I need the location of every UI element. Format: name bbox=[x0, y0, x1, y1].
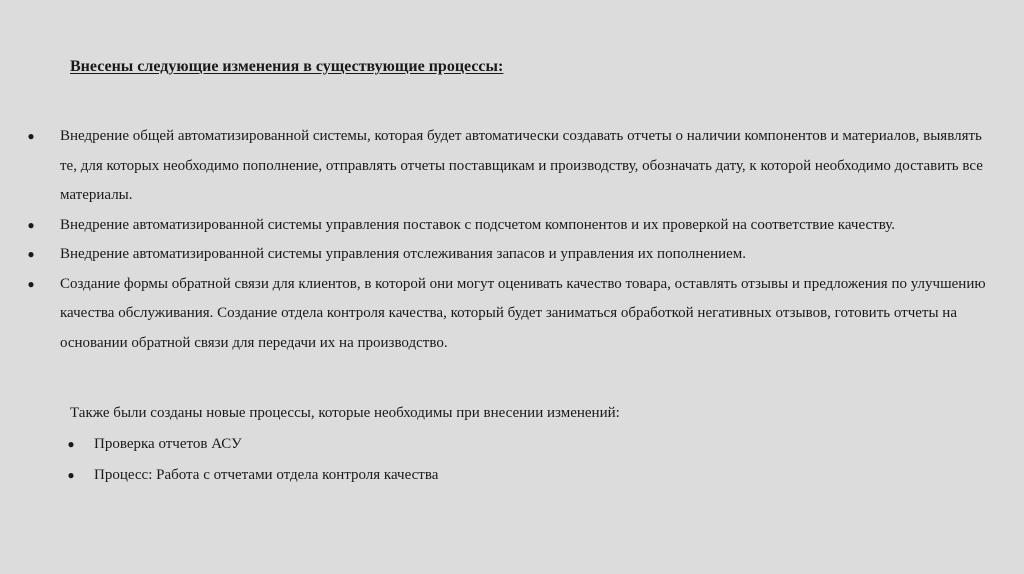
bullet-icon: ● bbox=[27, 129, 35, 143]
list-item-text: Внедрение автоматизированной системы управления отслеживания запасов и управления их пополнением. bbox=[60, 246, 747, 262]
new-processes-intro: Также были созданы новые процессы, которые необходимы при внесении изменений: bbox=[70, 405, 620, 421]
list-item bbox=[26, 270, 986, 359]
bullet-icon: ● bbox=[67, 437, 75, 451]
bullet-icon: ● bbox=[27, 217, 35, 232]
list-item-text: Создание формы обратной связи для клиентов, в которой они могут оценивать качество товара, оставлять отзывы и предложения по улучшению качества обслуживания. Создание отдела контроля качества, который будет заниматься обработкой негативных отзывов, готовить отчеты на основании обратной связи для передачи их на производство. bbox=[60, 275, 986, 351]
list-item-text: Внедрение автоматизированной системы управления поставок с подсчетом компонентов и их проверкой на соответствие качеству. bbox=[60, 216, 896, 233]
new-processes-list bbox=[66, 429, 438, 491]
list-item bbox=[66, 460, 438, 491]
list-item bbox=[26, 122, 986, 211]
list-item bbox=[66, 429, 438, 460]
list-item-text: Внедрение общей автоматизированной системы, которая будет автоматически создавать отчеты о наличии компонентов и материалов, выявлять те, для которых необходимо пополнение, отправлять отчеты поставщикам и производству, обозначать дату, к которой необходимо доставить все материалы. bbox=[60, 128, 983, 203]
bullet-icon: ● bbox=[67, 468, 75, 482]
bullet-icon: ● bbox=[27, 247, 35, 261]
bullet-icon: ● bbox=[27, 276, 35, 291]
changes-list bbox=[26, 122, 986, 358]
list-item bbox=[26, 211, 986, 241]
list-item bbox=[26, 240, 986, 270]
list-item-text: Проверка отчетов АСУ bbox=[94, 436, 242, 452]
list-item-text: Процесс: Работа с отчетами отдела контроля качества bbox=[94, 467, 439, 483]
slide-heading: Внесены следующие изменения в существующие процессы: bbox=[70, 58, 504, 75]
